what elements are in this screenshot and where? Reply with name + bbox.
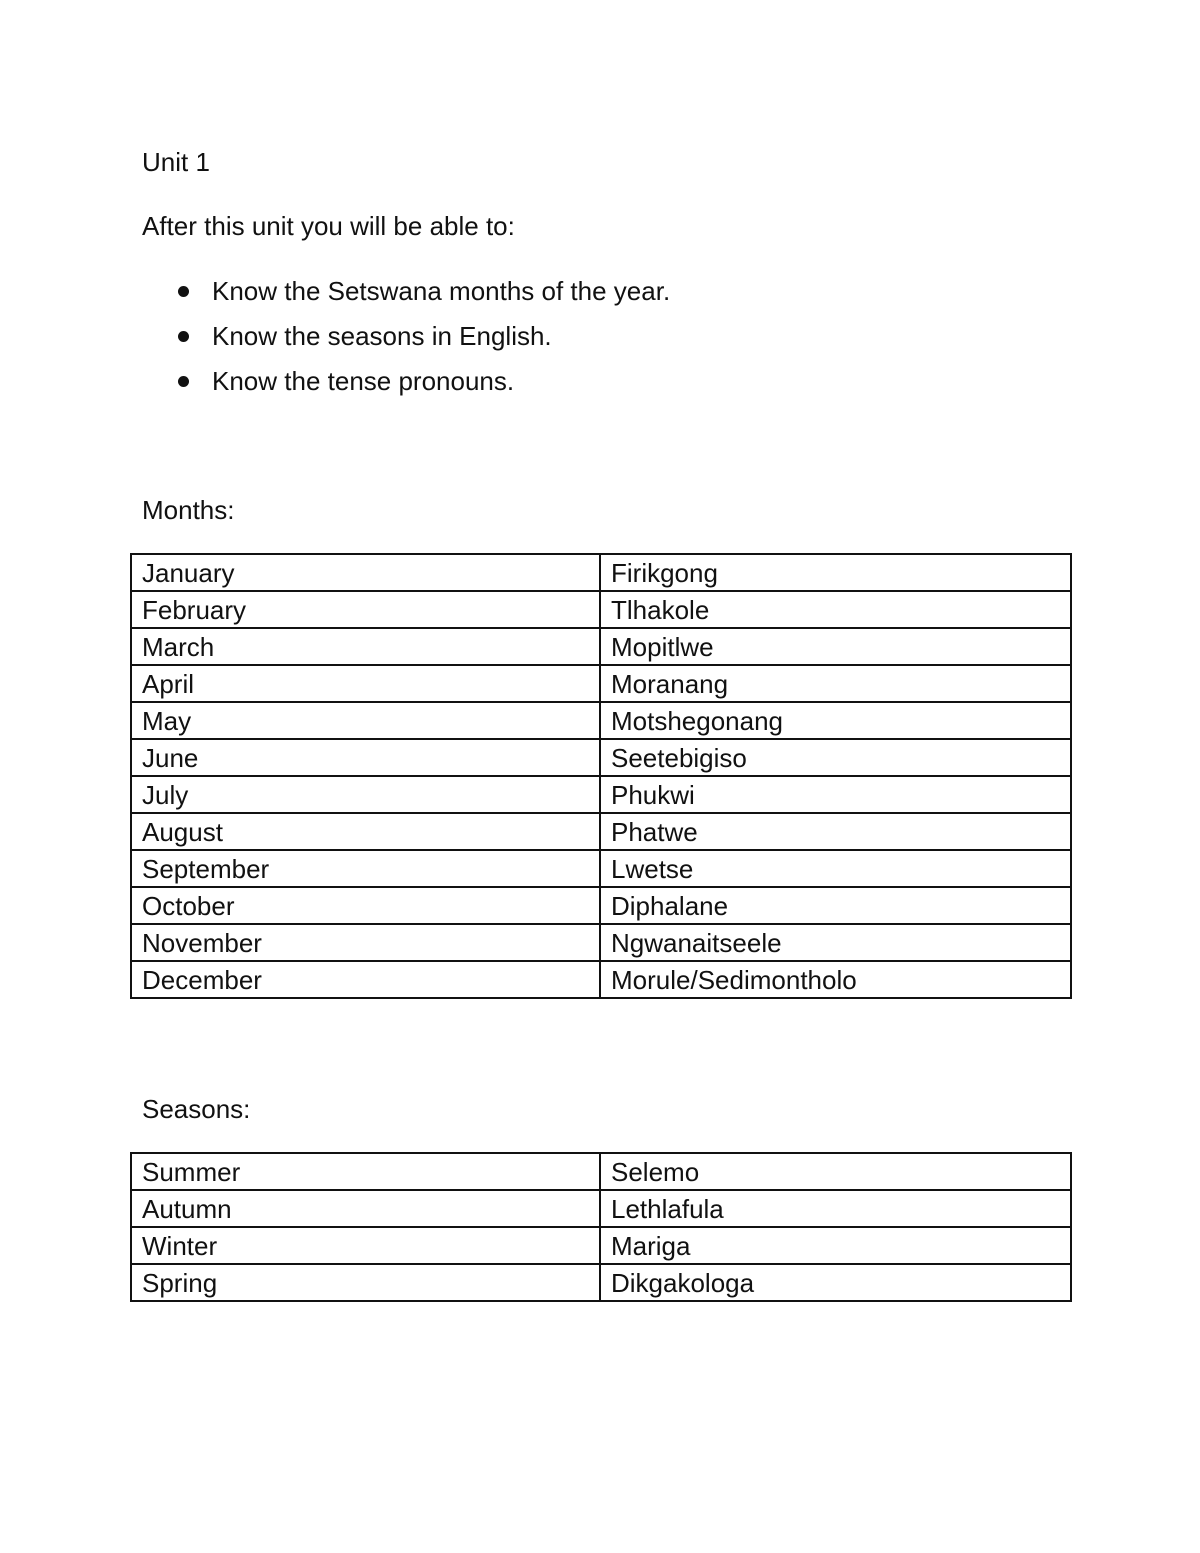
english-month-cell: January <box>131 554 600 591</box>
objective-text: Know the seasons in English. <box>212 321 552 351</box>
table-row <box>131 591 1071 628</box>
table-row <box>131 628 1071 665</box>
seasons-heading: Seasons: <box>142 1094 251 1124</box>
english-season-cell: Summer <box>131 1153 600 1190</box>
unit-title: Unit 1 <box>142 147 210 177</box>
table-row <box>131 702 1071 739</box>
setswana-month-cell: Diphalane <box>600 887 1071 924</box>
english-month-cell: September <box>131 850 600 887</box>
bullet-icon <box>178 286 189 297</box>
objective-item <box>174 275 670 320</box>
english-month-cell: April <box>131 665 600 702</box>
months-heading: Months: <box>142 495 235 525</box>
setswana-month-cell: Morule/Sedimontholo <box>600 961 1071 998</box>
english-month-cell: May <box>131 702 600 739</box>
english-month-cell: March <box>131 628 600 665</box>
setswana-season-cell: Selemo <box>600 1153 1071 1190</box>
table-row <box>131 1190 1071 1227</box>
table-row <box>131 554 1071 591</box>
english-month-cell: November <box>131 924 600 961</box>
seasons-table <box>130 1152 1072 1302</box>
table-row <box>131 665 1071 702</box>
table-row <box>131 776 1071 813</box>
objective-item <box>174 365 670 410</box>
english-month-cell: October <box>131 887 600 924</box>
setswana-month-cell: Phukwi <box>600 776 1071 813</box>
english-season-cell: Spring <box>131 1264 600 1301</box>
english-season-cell: Winter <box>131 1227 600 1264</box>
table-row <box>131 887 1071 924</box>
setswana-month-cell: Mopitlwe <box>600 628 1071 665</box>
english-month-cell: December <box>131 961 600 998</box>
setswana-month-cell: Ngwanaitseele <box>600 924 1071 961</box>
intro-text: After this unit you will be able to: <box>142 211 515 241</box>
table-row <box>131 850 1071 887</box>
table-row <box>131 924 1071 961</box>
objective-text: Know the tense pronouns. <box>212 366 515 396</box>
table-row <box>131 1153 1071 1190</box>
table-row <box>131 1264 1071 1301</box>
setswana-month-cell: Tlhakole <box>600 591 1071 628</box>
table-row <box>131 961 1071 998</box>
setswana-month-cell: Motshegonang <box>600 702 1071 739</box>
setswana-month-cell: Seetebigiso <box>600 739 1071 776</box>
english-month-cell: July <box>131 776 600 813</box>
bullet-icon <box>178 376 189 387</box>
english-month-cell: February <box>131 591 600 628</box>
table-row <box>131 1227 1071 1264</box>
bullet-icon <box>178 331 189 342</box>
setswana-season-cell: Lethlafula <box>600 1190 1071 1227</box>
table-row <box>131 739 1071 776</box>
english-season-cell: Autumn <box>131 1190 600 1227</box>
english-month-cell: August <box>131 813 600 850</box>
setswana-month-cell: Firikgong <box>600 554 1071 591</box>
table-row <box>131 813 1071 850</box>
setswana-season-cell: Mariga <box>600 1227 1071 1264</box>
setswana-season-cell: Dikgakologa <box>600 1264 1071 1301</box>
objectives-list <box>174 275 670 410</box>
setswana-month-cell: Lwetse <box>600 850 1071 887</box>
english-month-cell: June <box>131 739 600 776</box>
objective-item <box>174 320 670 365</box>
months-table <box>130 553 1072 999</box>
objective-text: Know the Setswana months of the year. <box>212 276 671 306</box>
setswana-month-cell: Moranang <box>600 665 1071 702</box>
setswana-month-cell: Phatwe <box>600 813 1071 850</box>
